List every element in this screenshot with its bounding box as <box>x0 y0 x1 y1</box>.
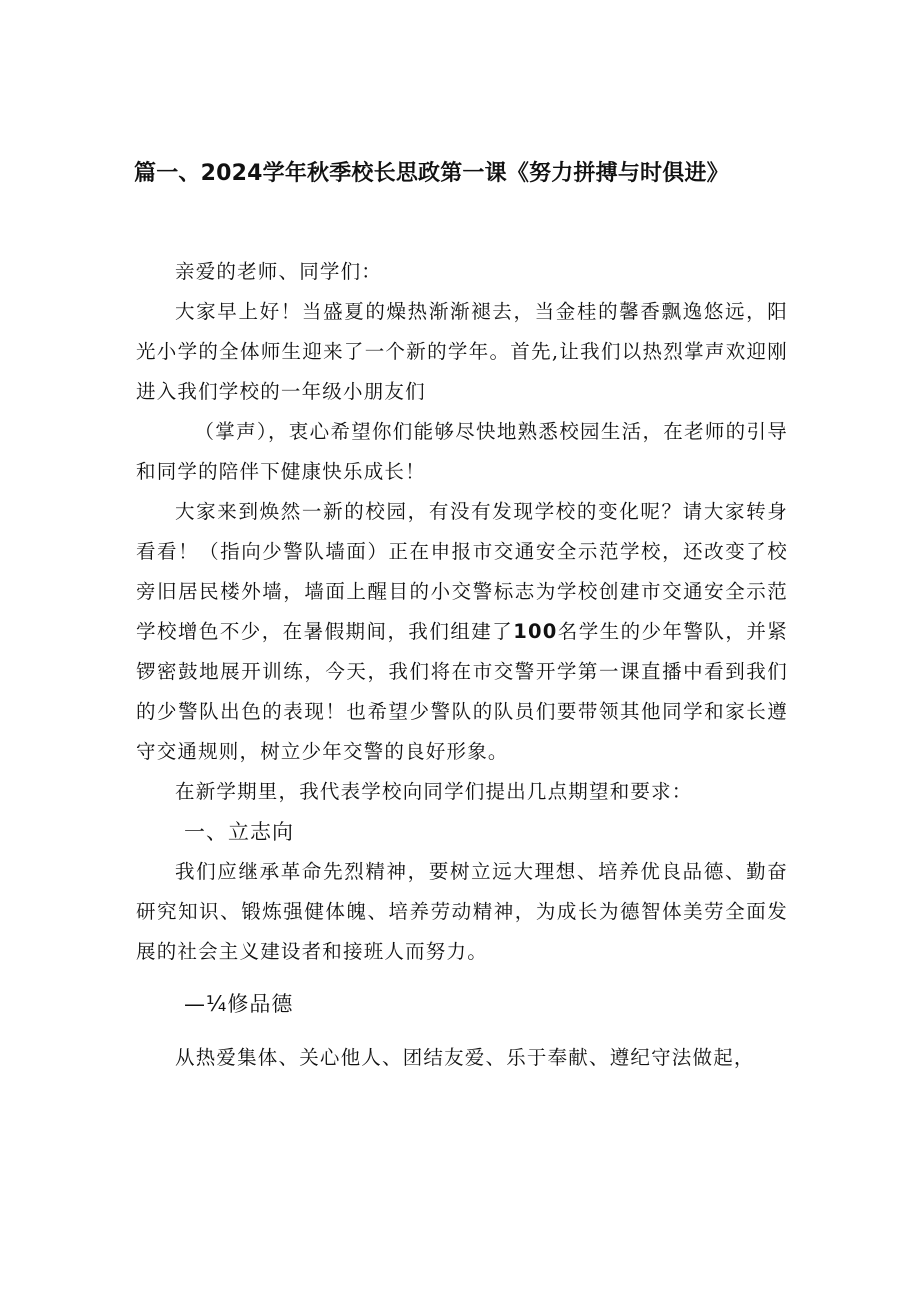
paragraph-campus-changes <box>136 492 788 772</box>
paragraph-aspiration: 我们应继承革命先烈精神，要树立远大理想、培养优良品德、勤奋研究知识、锻炼强健体魄、培养劳动精神，为成长为德智体美劳全面发展的社会主义建设者和接班人而努力。 <box>136 860 788 963</box>
campus-text-part1: 大家来到焕然一新的校园，有没有发现学校的变化呢？请大家转身看看！（指向少警队墙面）正在申报市交通安全示范学校，还改变了校旁旧居民楼外墙，墙面上醒目的小交警标志为学校创建市交通安全示范学校增色不少，在暑假期间，我们组建了 <box>136 500 788 643</box>
paragraph-morality: 从热爱集体、关心他人、团结友爱、乐于奉献、遵纪守法做起， <box>175 1046 755 1069</box>
document-title: 篇一、2024学年秋季校长思政第一课《努力拼搏与时俱进》 <box>134 161 729 186</box>
salutation: 亲爱的老师、同学们： <box>175 260 383 283</box>
paragraph-expectations: 在新学期里，我代表学校向同学们提出几点期望和要求： <box>175 780 693 803</box>
document-body <box>136 252 788 1078</box>
paragraph-greeting: 大家早上好！当盛夏的燥热渐渐褪去，当金桂的馨香飘逸悠远，阳光小学的全体师生迎来了一个新的学年。首先,让我们以热烈掌声欢迎刚进入我们学校的一年级小朋友们 <box>136 300 788 403</box>
section-heading-aspiration: 一、立志向 <box>184 820 294 844</box>
campus-text-part2: 名学生的少年警队，并紧锣密鼓地展开训练，今天，我们将在市交警开学第一课直播中看到我们的少警队出色的表现！也希望少警队的队员们要带领其他同学和家长遵守交通规则，树立少年交警的良好形象。 <box>136 620 788 763</box>
section-heading-morality: —¼修品德 <box>184 992 294 1016</box>
student-count: 100 <box>513 620 558 643</box>
paragraph-applause: （掌声），衷心希望你们能够尽快地熟悉校园生活，在老师的引导和同学的陪伴下健康快乐成长！ <box>136 420 788 483</box>
